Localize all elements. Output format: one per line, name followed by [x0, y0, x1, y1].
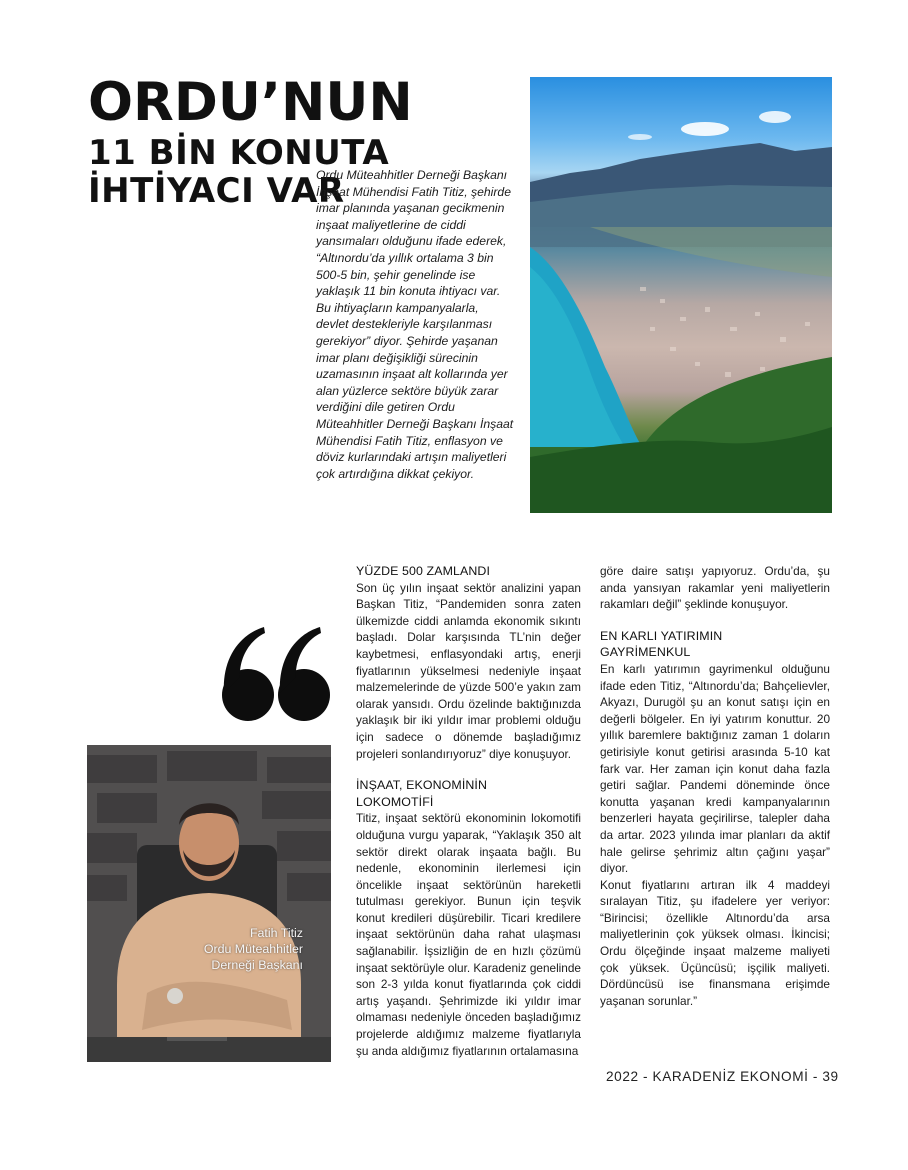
title-line-1: ORDU’NUN	[88, 72, 413, 133]
caption-name: Fatih Titiz	[249, 926, 303, 940]
section-body-2: Titiz, inşaat sektörü ekonominin lokomotifi olduğuna vurgu yaparak, “Yaklaşık 350 alt sektör direkt olarak inşaata bağlı. Bu nedenle, ekonominin ilerlemesi için öncelikle inşaat sektörünün hareketli tutulması gerekiyor. Bunun için teşvik konut kredileri düşürebilir. Ticari kredilere inşaat sektörünün daha rahat ulaşması sağlanabilir. İşsizliğin de en hızlı çözümü inşaat sektörüyle olur. Karadeniz genelinde son 2-3 yılda konut fiyatlarında çok ciddi artış yaşandı. Şehrimizde iki yıldır imar olmaması nedeniyle önceden başladığımız projelerde aldığımız malzeme fiyatlarıyla şu anda aldığımız fiyatlarının ortalamasına	[356, 811, 581, 1058]
caption-role-line-2: Derneği Başkanı	[211, 958, 303, 972]
portrait-photo	[87, 745, 331, 1062]
section-heading-3a: EN KARLI YATIRIMIN	[600, 628, 723, 643]
section-heading-3b: GAYRİMENKUL	[600, 645, 691, 660]
intro-text: Ordu Müteahhitler Derneği Başkanı İnşaat Mühendisi Fatih Titiz, şehirde imar planında yaşanan gecikmenin inşaat maliyetlerine de ciddi yansımaları olduğunu ifade ederek, “Altınordu’da yıllık ortalama 3 bin 500-5 bin, şehir genelinde ise yaklaşık 11 bin konuta ihtiyacı var. Bu ihtiyaçların kampanyalarla, devlet destekleriyle karşılanması gerekiyor” diyor. Şehirde yaşanan imar planı değişikliği sürecinin uzamasının inşaat alt kollarında yer alan yüzlerce sektöre büyük zarar verdiğini dile getiren Ordu Müteahhitler Derneği Başkanı İnşaat Mühendisi Fatih Titiz, enflasyon ve döviz kurlarındaki artışın maliyetleri çok artırdığına dikkat çekiyor.	[316, 168, 514, 481]
portrait-illustration	[87, 745, 331, 1062]
article-column-right	[600, 563, 830, 1009]
section-heading-2a: İNŞAAT, EKONOMİNİN	[356, 778, 487, 793]
section-heading-2b: LOKOMOTİFİ	[356, 794, 434, 809]
section-body-1: Son üç yılın inşaat sektör analizini yapan Başkan Titiz, “Pandemiden sonra zaten ülkemizde ciddi anlamda ekonomik sıkıntı başladı. Dolar karşısında TL’nin değer kaybetmesi, enflasyondaki artış, enerji fiyatlarının yükselmesi nedeniyle inşaat malzemelerinde de yüzde 500’e yakın zam olarak yansıdı. Ordu özelinde baktığınızda yaklaşık bir iki yıldır imar problemi olduğu için sadece o dönemde başladığımız projeleri sonlandırıyoruz” diye konuşuyor.	[356, 580, 581, 761]
section-body-2-continued: göre daire satışı yapıyoruz. Ordu’da, şu anda yansıyan rakamlar yeni maliyetlerin rakamları değil” şeklinde konuşuyor.	[600, 564, 830, 612]
section-heading-1: YÜZDE 500 ZAMLANDI	[356, 564, 491, 578]
intro-lead	[316, 167, 514, 482]
title-line-2: 11 BİN KONUTA	[88, 133, 390, 173]
section-body-3b: Konut fiyatlarını artıran ilk 4 maddeyi sıralayan Titiz, şu ifadelere yer veriyor: “Birincisi; özellikle Altınordu’da arsa maliyetlerinin çok yüksek olması. İkincisi; Ordu ölçeğinde inşaat malzeme maliyeti çok yüksek. Üçüncüsü; işçilik maliyeti. Dördüncüsü ise finansmana erişimde yaşanan sorunlar.”	[600, 877, 830, 1008]
caption-role-line-1: Ordu Müteahhitler	[203, 942, 303, 956]
city-aerial-illustration	[530, 77, 832, 513]
portrait-caption	[87, 925, 331, 973]
quote-mark-icon	[218, 605, 336, 731]
page-footer: 2022 - KARADENİZ EKONOMİ - 39	[606, 1069, 839, 1084]
article-column-left	[356, 563, 581, 1059]
title-line-3: İHTİYACI VAR	[88, 171, 345, 211]
section-body-3: En karlı yatırımın gayrimenkul olduğunu ifade eden Titiz, “Altınordu’da; Bahçelievler, Akyazı, Durugöl şu an konut satışı için en değerli bölgeler. En iyi yatırım konuttur. 20 yıllık baremlere baktığınız zaman 1 doların getirisiyle konut getirisi arasında 5-10 kat fark var. Her zaman için konut daha fazla getiri sağlar. Pandemi döneminde önce konutta yaşanan kredi kampanyalarının benzerleri hayata geçirilirse, talepler daha da artar. 2023 yılında imar planları da aktif hale gelirse şehrimiz altın çağını yaşar” diyor.	[600, 661, 830, 876]
city-aerial-photo	[530, 77, 832, 513]
